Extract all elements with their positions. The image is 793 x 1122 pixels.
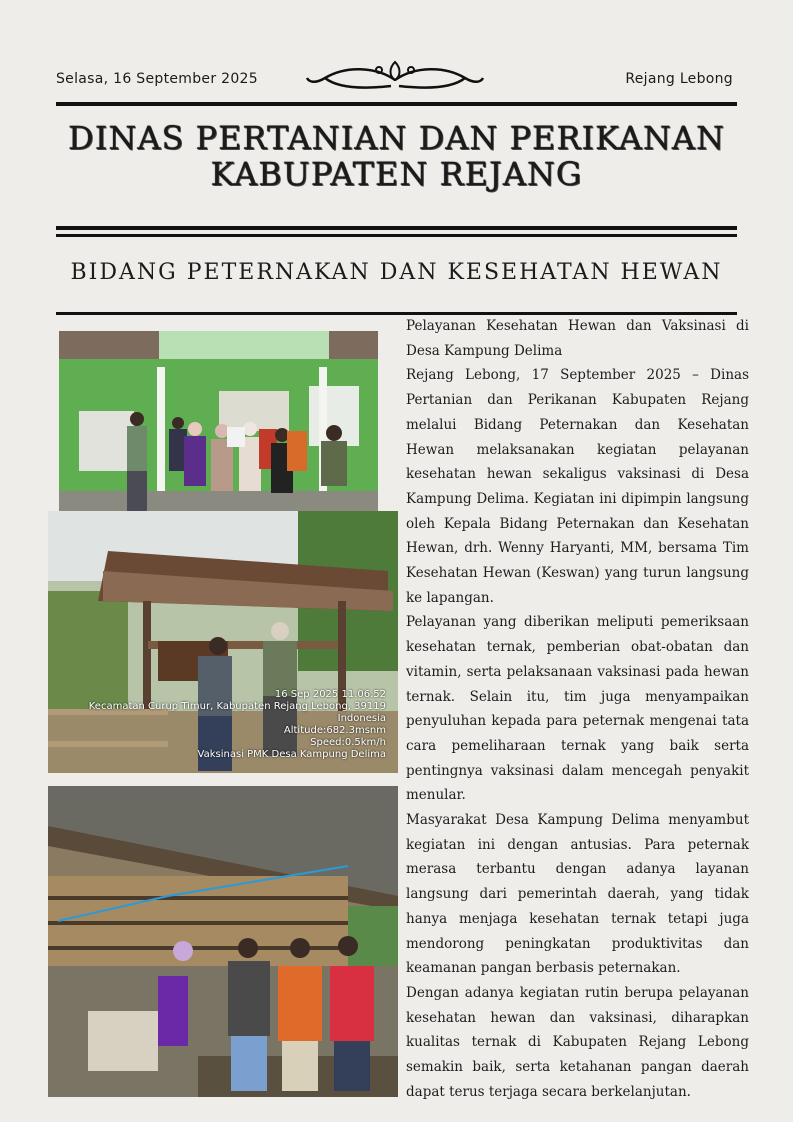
article-body	[406, 314, 749, 1105]
article-paragraph: Dengan adanya kegiatan rutin berupa pelayanan kesehatan hewan dan vaksinasi, diharapkan kualitas ternak di Kabupaten Rejang Lebong semakin baik, serta ketahanan pangan daerah dapat terus terjaga secara berkelanjutan.	[406, 984, 749, 1100]
stamp-speed: Speed:0.5km/h	[310, 737, 386, 748]
header-divider	[56, 102, 737, 106]
article-paragraph: Pelayanan yang diberikan meliputi pemeriksaan kesehatan ternak, pemberian obat-obatan dan vitamin, serta pelaksanaan vaksinasi pada hewan ternak. Selain itu, tim juga menyampaikan penyuluhan kepada para peternak mengenai tata cara pemeliharaan ternak yang baik serta pentingnya vaksinasi dalam mencegah penyakit menular.	[406, 614, 749, 804]
issue-location: Rejang Lebong	[625, 71, 733, 87]
photo-group-office	[59, 331, 378, 511]
flourish-ornament-icon	[305, 56, 485, 96]
photo-group-shed	[48, 786, 398, 1097]
title-line-1: DINAS PERTANIAN DAN PERIKANAN	[68, 119, 725, 157]
title-line-2: KABUPATEN REJANG	[210, 155, 583, 193]
photo-vaccination	[48, 511, 398, 773]
section-title: BIDANG PETERNAKAN DAN KESEHATAN HEWAN	[70, 260, 723, 285]
stamp-address: Kecamatan Curup Timur, Kabupaten Rejang Lebong, 39119	[88, 701, 386, 712]
stamp-timestamp: 16 Sep 2025 11.06.52	[274, 689, 386, 700]
page-title	[56, 120, 737, 192]
stamp-altitude: Altitude:682.3msnm	[283, 725, 386, 736]
issue-date: Selasa, 16 September 2025	[56, 71, 258, 87]
stamp-caption: Vaksinasi PMK Desa Kampung Delima	[197, 749, 386, 760]
article-paragraph: Masyarakat Desa Kampung Delima menyambut kegiatan ini dengan antusias. Para peternak merasa terbantu dengan adanya layanan langsung dari pemerintah daerah, yang tidak hanya menjaga kesehatan ternak tetapi juga mendorong peningkatan produktivitas dan keamanan pangan berbasis peternakan.	[406, 812, 749, 977]
article-headline: Pelayanan Kesehatan Hewan dan Vaksinasi di Desa Kampung Delima	[406, 318, 749, 359]
photo-geotag-stamp	[89, 689, 386, 761]
stamp-country: Indonesia	[337, 713, 386, 724]
article-paragraph: Rejang Lebong, 17 September 2025 – Dinas Pertanian dan Perikanan Kabupaten Rejang melalui Bidang Peternakan dan Kesehatan Hewan melaksanakan kegiatan pelayanan kesehatan hewan sekaligus vaksinasi di Desa Kampung Delima. Kegiatan ini dipimpin langsung oleh Kepala Bidang Peternakan dan Kesehatan Hewan, drh. Wenny Haryanti, MM, bersama Tim Kesehatan Hewan (Keswan) yang turun langsung ke lapangan.	[406, 367, 749, 606]
title-divider-top	[56, 226, 737, 230]
title-divider-bottom	[56, 234, 737, 237]
